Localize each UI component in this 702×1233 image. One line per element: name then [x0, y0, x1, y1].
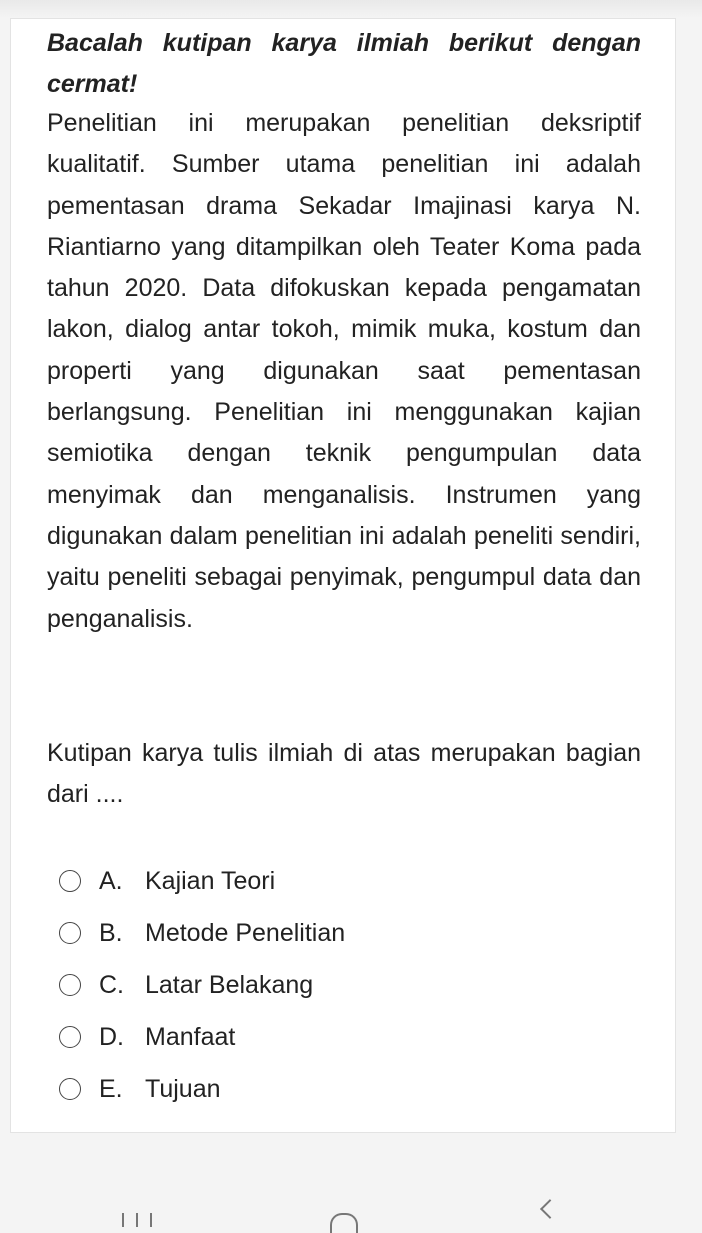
option-letter: A. — [99, 866, 123, 895]
question-card — [10, 18, 676, 1133]
radio-icon[interactable] — [59, 974, 81, 996]
system-nav-bar — [0, 1195, 702, 1227]
option-a[interactable] — [59, 855, 619, 907]
radio-icon[interactable] — [59, 1026, 81, 1048]
option-letter: D. — [99, 1022, 124, 1051]
option-label: Kajian Teori — [145, 866, 276, 895]
radio-icon[interactable] — [59, 1078, 81, 1100]
option-label: Latar Belakang — [145, 970, 314, 999]
option-label: Manfaat — [145, 1022, 236, 1051]
option-letter: C. — [99, 970, 124, 999]
answer-options — [59, 855, 619, 1115]
radio-icon[interactable] — [59, 922, 81, 944]
radio-icon[interactable] — [59, 870, 81, 892]
passage-text: Penelitian ini merupakan penelitian deksriptif kualitatif. Sumber utama penelitian ini adalah pementasan drama Sekadar Imajinasi karya N. Riantiarno yang ditampilkan oleh Teater Koma pada tahun 2020. Data difokuskan kepada pengamatan lakon, dialog antar tokoh, mimik muka, kostum dan properti yang digunakan saat pementasan berlangsung. Penelitian ini menggunakan kajian semiotika dengan teknik pengumpulan data menyimak dan menganalisis. Instrumen yang digunakan dalam penelitian ini adalah peneliti sendiri, yaitu peneliti sebagai penyimak, pengumpul data dan penganalisis. — [47, 109, 641, 633]
option-letter: E. — [99, 1074, 123, 1103]
option-label: Metode Penelitian — [145, 918, 346, 947]
option-label: Tujuan — [145, 1074, 221, 1103]
option-d[interactable] — [59, 1011, 619, 1063]
option-e[interactable] — [59, 1063, 619, 1115]
top-edge — [0, 0, 702, 18]
home-icon[interactable] — [330, 1213, 358, 1233]
recent-apps-icon[interactable] — [122, 1213, 152, 1227]
option-letter: B. — [99, 918, 123, 947]
option-c[interactable] — [59, 959, 619, 1011]
back-icon[interactable] — [540, 1199, 560, 1219]
option-b[interactable] — [59, 907, 619, 959]
instruction-text: Bacalah kutipan karya ilmiah berikut dengan cermat! — [47, 29, 641, 98]
question-text: Kutipan karya tulis ilmiah di atas merupakan bagian dari .... — [47, 739, 641, 808]
